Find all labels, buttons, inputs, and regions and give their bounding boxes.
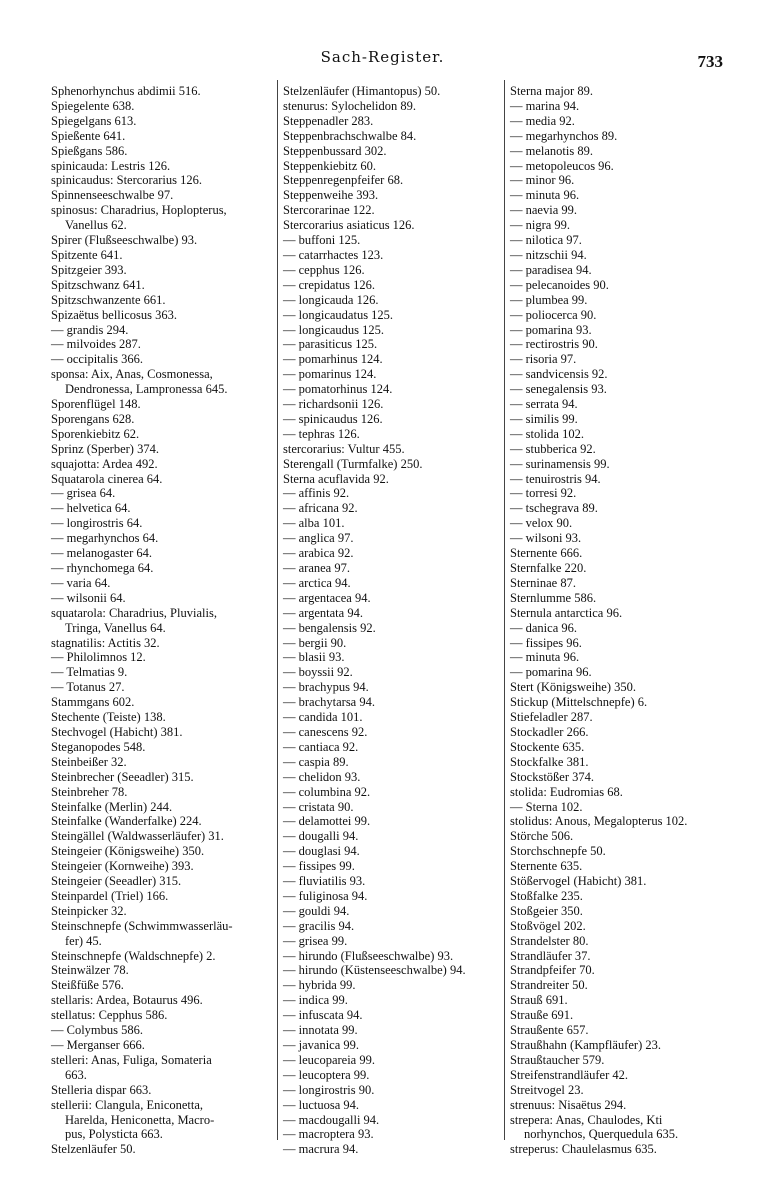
- index-entry: — delamottei 99.: [283, 814, 371, 829]
- index-entry: — grisea 99.: [283, 933, 348, 948]
- index-entry: — plumbea 99.: [510, 292, 588, 307]
- index-entry: — alba 101.: [283, 516, 345, 531]
- index-entry: Stelzenläufer (Himantopus) 50.: [283, 84, 441, 98]
- index-entry: Sternfalke 220.: [510, 561, 587, 575]
- index-entry: strenuus: Nisaëtus 294.: [510, 1097, 627, 1112]
- index-entry: Steinwälzer 78.: [51, 963, 129, 978]
- index-entry: Stiefeladler 287.: [510, 710, 593, 725]
- index-entry: — helvetica 64.: [51, 501, 131, 516]
- index-entry: — bengalensis 92.: [283, 620, 376, 635]
- index-entry: — Sterna 102.: [510, 799, 583, 814]
- index-entry: — columbina 92.: [283, 784, 371, 799]
- index-entry: — hybrida 99.: [283, 978, 356, 993]
- index-entry: — longicauda 126.: [283, 292, 379, 307]
- index-entry: — gracilis 94.: [283, 918, 355, 933]
- index-entry: — varia 64.: [51, 575, 111, 590]
- index-entry: Sporenkiebitz 62.: [51, 426, 140, 441]
- index-entry: Squatarola cinerea 64.: [51, 471, 163, 486]
- index-entry: — dougalli 94.: [283, 829, 359, 844]
- index-entry: — anglica 97.: [283, 531, 354, 546]
- index-entry: Straußtaucher 579.: [510, 1052, 605, 1067]
- index-entry: — canescens 92.: [283, 724, 368, 739]
- index-entry: Spiegelente 638.: [51, 98, 135, 113]
- index-entry: — minuta 96.: [510, 188, 580, 203]
- index-entry: streperus: Chaulelasmus 635.: [510, 1142, 657, 1157]
- index-entry: — melanogaster 64.: [51, 546, 153, 561]
- index-entry: Steppenkiebitz 60.: [283, 158, 377, 173]
- index-entry: — risoria 97.: [510, 352, 577, 367]
- index-entry: spinicauda: Lestris 126.: [51, 158, 171, 173]
- index-entry: Sternente 635.: [510, 859, 583, 874]
- index-entry: Steinschnepfe (Schwimmwasserläu-: [51, 918, 233, 933]
- index-entry: — minor 96.: [510, 173, 575, 188]
- index-entry: Stechente (Teiste) 138.: [51, 710, 166, 725]
- index-entry: — danica 96.: [510, 620, 577, 635]
- index-entry: Strandpfeifer 70.: [510, 963, 595, 978]
- index-entry: — fluviatilis 93.: [283, 874, 366, 889]
- index-entry: — nitzschii 94.: [510, 247, 587, 262]
- index-entry: Steinschnepfe (Waldschnepfe) 2.: [51, 948, 216, 963]
- index-entry: stellaris: Ardea, Botaurus 496.: [51, 993, 203, 1008]
- index-entry: — hirundo (Küstenseeschwalbe) 94.: [283, 963, 466, 978]
- index-entry: Störche 506.: [510, 829, 574, 844]
- index-entry: — paradisea 94.: [510, 262, 592, 277]
- index-entry: spinosus: Charadrius, Hoplopterus,: [51, 203, 227, 218]
- index-entry: — media 92.: [510, 113, 575, 128]
- index-entry: — blasii 93.: [283, 650, 345, 665]
- index-entry: stelleri: Anas, Fuliga, Somateria: [51, 1052, 212, 1067]
- index-entry: — indica 99.: [283, 993, 348, 1008]
- index-entry: — longirostris 90.: [283, 1082, 375, 1097]
- index-entry: — poliocerca 90.: [510, 307, 597, 322]
- index-entry: squatarola: Charadrius, Pluvialis,: [51, 605, 217, 620]
- index-entry: Steinfalke (Wanderfalke) 224.: [51, 814, 202, 829]
- index-entry: Steingeier (Seeadler) 315.: [51, 874, 182, 889]
- index-entry: — velox 90.: [510, 516, 573, 531]
- index-entry: Steißfüße 576.: [51, 978, 124, 993]
- index-entry: — richardsonii 126.: [283, 397, 384, 412]
- page-number: 733: [697, 52, 723, 71]
- index-entry: Streifenstrandläufer 42.: [510, 1067, 629, 1082]
- index-entry: Steingeier (Kornweihe) 393.: [51, 859, 194, 874]
- index-entry: Sprinz (Sperber) 374.: [51, 441, 159, 456]
- index-entry: Steganopodes 548.: [51, 739, 146, 754]
- index-entry: — javanica 99.: [283, 1038, 360, 1052]
- index-entry: — marina 94.: [510, 98, 580, 113]
- index-entry: — metopoleucos 96.: [510, 158, 614, 173]
- index-entry: — pomarhinus 124.: [283, 352, 383, 367]
- index-entry: — spinicaudus 126.: [283, 411, 383, 426]
- index-entry: — minuta 96.: [510, 650, 580, 665]
- index-entry: Spießgans 586.: [51, 143, 128, 158]
- index-entry: — torresi 92.: [510, 486, 577, 501]
- index-entry: — wilsoni 93.: [510, 531, 582, 546]
- index-entry: — macrura 94.: [283, 1142, 359, 1157]
- index-entry: — argentacea 94.: [283, 590, 371, 605]
- index-entry: Stechvogel (Habicht) 381.: [51, 724, 183, 739]
- column-divider: [504, 80, 505, 1140]
- index-entry: Sporengans 628.: [51, 411, 135, 426]
- index-entry: stenurus: Sylochelidon 89.: [283, 98, 416, 113]
- index-entry: Steppenbussard 302.: [283, 143, 387, 158]
- index-entry: — rhynchomega 64.: [51, 561, 154, 575]
- index-entry: Stockente 635.: [510, 739, 585, 754]
- index-entry: — caspia 89.: [283, 754, 349, 769]
- index-entry: Spitzschwanzente 661.: [51, 292, 166, 307]
- index-entry: Spizaëtus bellicosus 363.: [51, 307, 178, 322]
- index-entry: — buffoni 125.: [283, 233, 361, 248]
- index-entry: Straußhahn (Kampfläufer) 23.: [510, 1038, 661, 1052]
- index-entry: — parasiticus 125.: [283, 337, 378, 352]
- index-entry: Streitvogel 23.: [510, 1082, 584, 1097]
- index-entry: — megarhynchos 64.: [51, 531, 159, 546]
- index-entry: Strandelster 80.: [510, 933, 589, 948]
- index-entry: Stoßgeier 350.: [510, 903, 583, 918]
- index-entry: Steppenregenpfeifer 68.: [283, 173, 404, 188]
- index-entry: Stoßfalke 235.: [510, 888, 583, 903]
- index-entry: — aranea 97.: [283, 561, 350, 575]
- index-entry: Spirer (Flußseeschwalbe) 93.: [51, 233, 198, 248]
- index-entry: — rectirostris 90.: [510, 337, 598, 352]
- index-entry: — Telmatias 9.: [51, 665, 128, 680]
- index-entry: Steppenadler 283.: [283, 113, 374, 128]
- index-entry: — douglasi 94.: [283, 844, 360, 859]
- index-entry: — brachypus 94.: [283, 680, 369, 695]
- index-entry: — arctica 94.: [283, 575, 351, 590]
- index-entry: — pomarinus 124.: [283, 367, 377, 382]
- index-entry: — leucoptera 99.: [283, 1067, 370, 1082]
- index-entry: — africana 92.: [283, 501, 358, 516]
- index-entry: Tringa, Vanellus 64.: [65, 620, 166, 635]
- index-entry: fer) 45.: [65, 933, 102, 948]
- index-entry: — naevia 99.: [510, 203, 577, 218]
- index-entry: Harelda, Heniconetta, Macro-: [65, 1112, 215, 1127]
- index-entry: — Totanus 27.: [51, 680, 125, 695]
- index-entry: Spießente 641.: [51, 128, 126, 143]
- index-entry: spinicaudus: Stercorarius 126.: [51, 173, 203, 188]
- index-entry: — infuscata 94.: [283, 1008, 363, 1023]
- index-entry: — tephras 126.: [283, 426, 360, 441]
- index-entry: — stubberica 92.: [510, 441, 596, 456]
- index-entry: stellerii: Clangula, Eniconetta,: [51, 1097, 204, 1112]
- index-entry: — bergii 90.: [283, 635, 347, 650]
- index-entry: — macroptera 93.: [283, 1127, 374, 1142]
- index-entry: stolidus: Anous, Megalopterus 102.: [510, 814, 688, 829]
- index-entry: squajotta: Ardea 492.: [51, 456, 158, 471]
- index-entry: Stert (Königsweihe) 350.: [510, 680, 637, 695]
- index-column-left: [51, 84, 269, 1157]
- index-entry: Spitzschwanz 641.: [51, 277, 145, 292]
- index-entry: Steingällel (Waldwasserläufer) 31.: [51, 829, 224, 844]
- index-entry: Sternente 666.: [510, 546, 583, 561]
- index-entry: — grisea 64.: [51, 486, 116, 501]
- index-entry: Stelleria dispar 663.: [51, 1082, 152, 1097]
- index-entry: Vanellus 62.: [65, 218, 127, 233]
- index-entry: — milvoides 287.: [51, 337, 141, 352]
- index-entry: Strauße 691.: [510, 1008, 574, 1023]
- index-entry: — chelidon 93.: [283, 769, 361, 784]
- index-entry: Steinbreher 78.: [51, 784, 128, 799]
- index-entry: — nilotica 97.: [510, 233, 582, 248]
- index-entry: Stercorarinae 122.: [283, 203, 375, 218]
- index-entry: Steinpicker 32.: [51, 903, 127, 918]
- index-entry: — cristata 90.: [283, 799, 354, 814]
- index-entry: Stockfalke 381.: [510, 754, 589, 769]
- index-entry: Spitzgeier 393.: [51, 262, 127, 277]
- index-entry: Strandreiter 50.: [510, 978, 588, 993]
- index-entry: Sphenorhynchus abdimii 516.: [51, 84, 201, 98]
- index-entry: — tschegrava 89.: [510, 501, 598, 516]
- index-entry: Steinbeißer 32.: [51, 754, 127, 769]
- index-entry: — gouldi 94.: [283, 903, 350, 918]
- index-entry: — megarhynchos 89.: [510, 128, 618, 143]
- index-entry: Steinbrecher (Seeadler) 315.: [51, 769, 194, 784]
- index-entry: — Philolimnos 12.: [51, 650, 146, 665]
- index-entry: norhynchos, Querquedula 635.: [524, 1127, 679, 1142]
- index-entry: stagnatilis: Actitis 32.: [51, 635, 160, 650]
- index-entry: Steingeier (Königsweihe) 350.: [51, 844, 205, 859]
- index-entry: — macdougalli 94.: [283, 1112, 380, 1127]
- index-entry: Spinnenseeschwalbe 97.: [51, 188, 174, 203]
- index-entry: — serrata 94.: [510, 397, 578, 412]
- index-entry: 663.: [65, 1067, 87, 1082]
- index-entry: — occipitalis 366.: [51, 352, 143, 367]
- index-entry: — pomarina 96.: [510, 665, 592, 680]
- index-entry: — catarrhactes 123.: [283, 247, 384, 262]
- index-entry: Stoßvögel 202.: [510, 918, 586, 933]
- index-entry: Storchschnepfe 50.: [510, 844, 606, 859]
- index-entry: Steppenweihe 393.: [283, 188, 379, 203]
- index-entry: — boyssii 92.: [283, 665, 353, 680]
- index-entry: Sterna major 89.: [510, 84, 593, 98]
- index-entry: — pomarina 93.: [510, 322, 592, 337]
- index-entry: — pelecanoides 90.: [510, 277, 609, 292]
- index-entry: Stickup (Mittelschnepfe) 6.: [510, 695, 648, 710]
- page-title: Sach-Register.: [320, 48, 445, 66]
- index-entry: — argentata 94.: [283, 605, 363, 620]
- index-entry: Sternula antarctica 96.: [510, 605, 623, 620]
- index-entry: — stolida 102.: [510, 426, 584, 441]
- index-entry: Stockstößer 374.: [510, 769, 595, 784]
- index-entry: Sternlumme 586.: [510, 590, 597, 605]
- index-entry: — leucopareia 99.: [283, 1052, 375, 1067]
- index-entry: Steinfalke (Merlin) 244.: [51, 799, 173, 814]
- index-entry: stellatus: Cepphus 586.: [51, 1008, 168, 1023]
- index-entry: — luctuosa 94.: [283, 1097, 360, 1112]
- index-entry: Steppenbrachschwalbe 84.: [283, 128, 417, 143]
- index-entry: Strandläufer 37.: [510, 948, 591, 963]
- index-entry: — similis 99.: [510, 411, 578, 426]
- index-entry: — longicaudus 125.: [283, 322, 385, 337]
- index-entry: Stammgans 602.: [51, 695, 135, 710]
- index-entry: — arabica 92.: [283, 546, 354, 561]
- index-entry: — fissipes 96.: [510, 635, 582, 650]
- index-entry: — longicaudatus 125.: [283, 307, 394, 322]
- index-entry: — affinis 92.: [283, 486, 350, 501]
- index-entry: — sandvicensis 92.: [510, 367, 608, 382]
- index-entry: — innotata 99.: [283, 1023, 358, 1038]
- index-entry: Straußente 657.: [510, 1023, 589, 1038]
- index-entry: Stelzenläufer 50.: [51, 1142, 136, 1157]
- index-entry: — wilsonii 64.: [51, 590, 126, 605]
- index-entry: — crepidatus 126.: [283, 277, 375, 292]
- index-entry: Sterninae 87.: [510, 575, 576, 590]
- index-entry: — fissipes 99.: [283, 859, 355, 874]
- column-divider: [277, 80, 278, 1140]
- index-entry: Sterengall (Turmfalke) 250.: [283, 456, 423, 471]
- index-entry: strepera: Anas, Chaulodes, Kti: [510, 1112, 663, 1127]
- index-entry: Stercorarius asiaticus 126.: [283, 218, 415, 233]
- index-entry: Stockadler 266.: [510, 724, 589, 739]
- index-entry: — pomatorhinus 124.: [283, 382, 393, 397]
- index-entry: Strauß 691.: [510, 993, 568, 1008]
- index-entry: — longirostris 64.: [51, 516, 143, 531]
- index-entry: — grandis 294.: [51, 322, 129, 337]
- index-entry: — brachytarsa 94.: [283, 695, 375, 710]
- index-column-right: [510, 84, 728, 1157]
- index-entry: — cantiaca 92.: [283, 739, 359, 754]
- index-entry: — cepphus 126.: [283, 262, 365, 277]
- index-entry: Steinpardel (Triel) 166.: [51, 888, 169, 903]
- index-entry: — tenuirostris 94.: [510, 471, 601, 486]
- index-entry: Spiegelgans 613.: [51, 113, 137, 128]
- index-entry: — senegalensis 93.: [510, 382, 607, 397]
- index-entry: Sterna acuflavida 92.: [283, 471, 389, 486]
- index-entry: — hirundo (Flußseeschwalbe) 93.: [283, 948, 454, 963]
- index-entry: — nigra 99.: [510, 218, 571, 233]
- index-entry: Sporenflügel 148.: [51, 397, 141, 412]
- index-entry: — surinamensis 99.: [510, 456, 610, 471]
- index-entry: Spitzente 641.: [51, 247, 123, 262]
- index-entry: — Merganser 666.: [51, 1038, 145, 1052]
- index-entry: — fuliginosa 94.: [283, 888, 368, 903]
- index-entry: — melanotis 89.: [510, 143, 593, 158]
- index-entry: sponsa: Aix, Anas, Cosmonessa,: [51, 367, 213, 382]
- index-entry: Dendronessa, Lampronessa 645.: [65, 382, 228, 397]
- index-entry: stercorarius: Vultur 455.: [283, 441, 405, 456]
- index-column-middle: [283, 84, 499, 1157]
- index-entry: Stößervogel (Habicht) 381.: [510, 874, 647, 889]
- index-entry: — Colymbus 586.: [51, 1023, 144, 1038]
- index-entry: pus, Polysticta 663.: [65, 1127, 163, 1142]
- index-entry: stolida: Eudromias 68.: [510, 784, 623, 799]
- index-entry: — candida 101.: [283, 710, 363, 725]
